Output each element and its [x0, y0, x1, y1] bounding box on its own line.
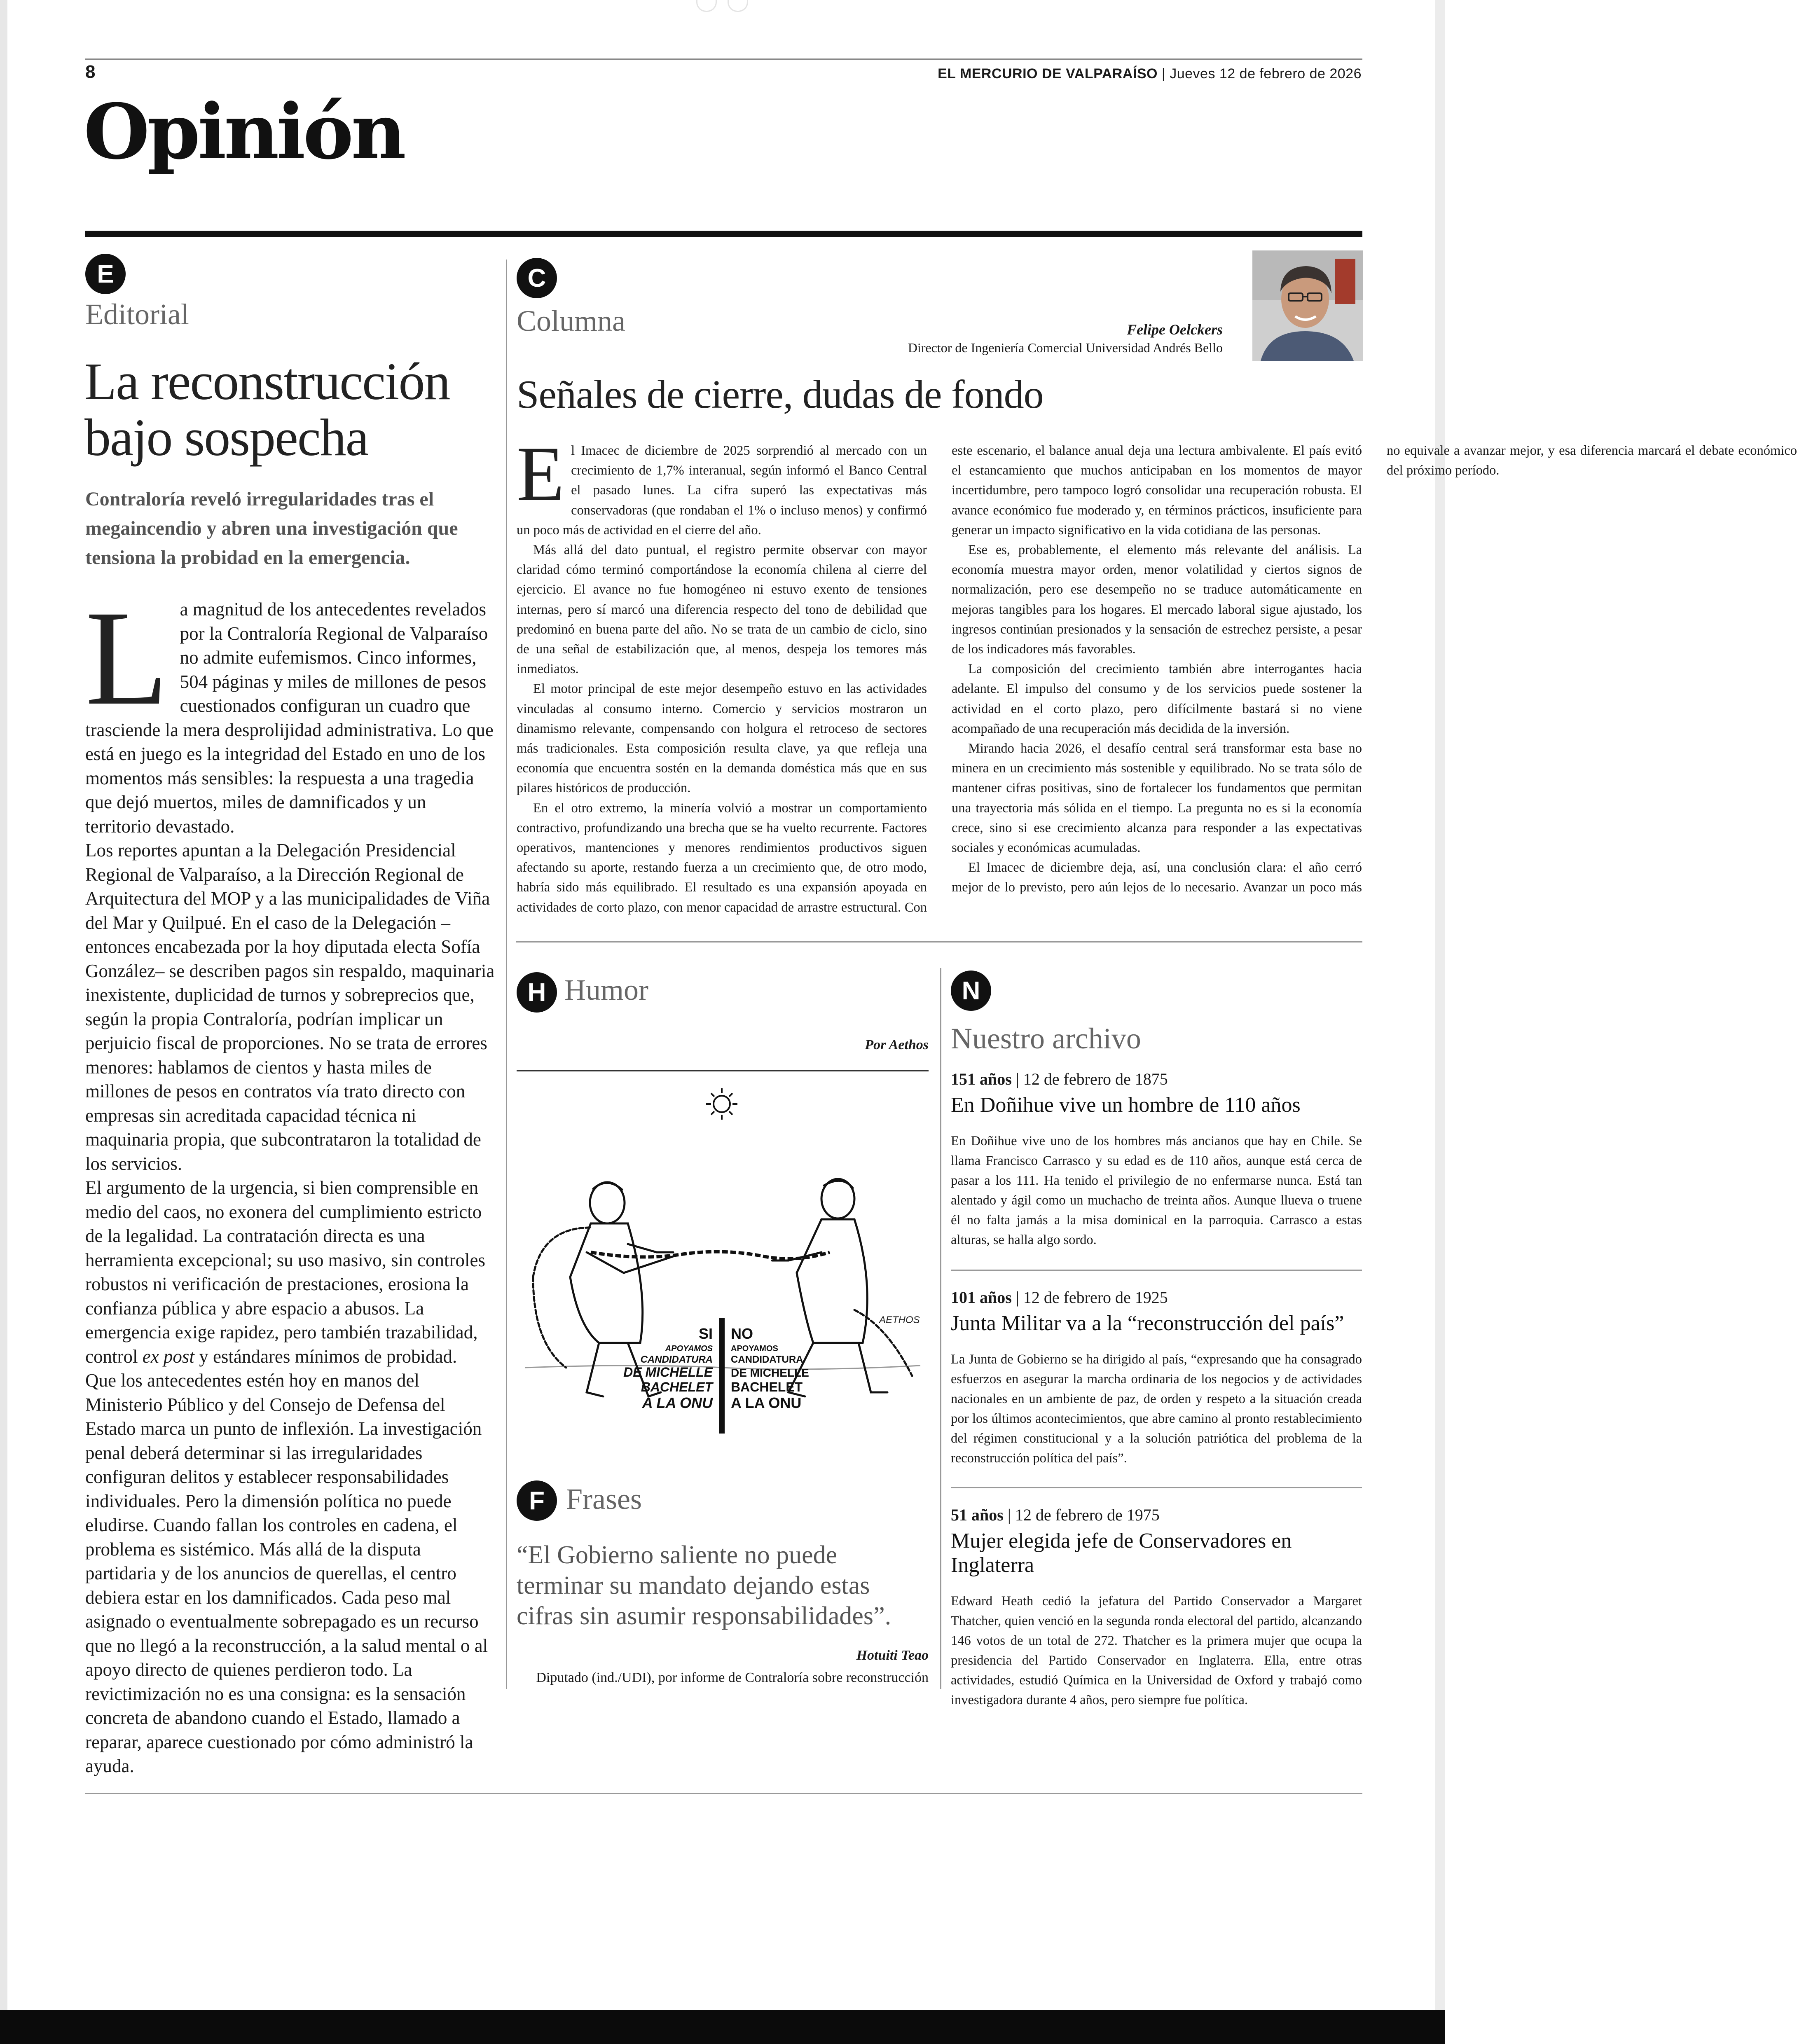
archivo-item-headline: En Doñihue vive un hombre de 110 años [951, 1093, 1301, 1117]
svg-text:APOYAMOS: APOYAMOS [665, 1344, 713, 1353]
svg-text:CANDIDATURA: CANDIDATURA [731, 1354, 803, 1365]
archivo-item-body: Edward Heath cedió la jefatura del Partido Conservador a Margaret Thatcher, quien venció en la segunda ronda electoral del partido, alcanzando 146 votos de un total de 272. Thatcher es la primera mujer que ocupa la presidencia del Partido Conservador en Inglaterra. Ella, entre otras actividades, estudió Química en la Universidad de Oxford y trabajó como investigadora durante 4 años, pero siempre fue política. [951, 1594, 1362, 1707]
editorial-headline-line1: La reconstrucción [84, 352, 450, 411]
svg-text:NO: NO [731, 1325, 753, 1342]
author-portrait-icon [1252, 250, 1363, 361]
svg-text:A LA ONU: A LA ONU [731, 1394, 802, 1411]
column-body [517, 431, 1797, 935]
column-paragraph-2: Más allá del dato puntual, el registro permite observar con mayor claridad cómo terminó comportándose la economía chilena al cierre del ejercicio. El avance no fue homogéneo ni estuvo exento de tensiones internas, pero sí marcó una diferencia respecto del tono de debilidad que predominó en buena parte del año. No se trata de un cambio de ciclo, sino de una señal de estabilización que, al menos, despeja los temores más inmediatos. [517, 543, 927, 677]
archivo-item-date: | 12 de febrero de 1875 [1015, 1070, 1168, 1088]
editorial-paragraph-2: Los reportes apuntan a la Delegación Presidencial Regional de Valparaíso, a la Dirección Regional de Arquitectura del MOP y a las municipalidades de Viña del Mar y Quilpué. En el caso de la Delegación –entonces encabezada por la hoy diputada electa Sofía González– se describen pagos sin respaldo, maquinaria inexistente, duplicidad de turnos y sobreprecios que, según la propia Contraloría, podrían implicar un perjuicio fiscal de proporciones. No se trata de errores menores: hablamos de cientos y hasta miles de millones de pesos en contratos vía trato directo con empresas sin acreditada capacidad técnica ni maquinaria propia, que subcontrataron la totalidad de los servicios. [85, 840, 495, 1174]
svg-text:BACHELET: BACHELET [731, 1380, 803, 1394]
divider-archive [940, 968, 941, 1689]
svg-text:A LA ONU: A LA ONU [642, 1394, 713, 1411]
author-photo [1252, 250, 1363, 361]
column-kicker: Columna [517, 304, 625, 337]
editorial-kicker: Editorial [85, 298, 189, 331]
humor-rule [517, 1070, 929, 1071]
column-dropcap: E [517, 431, 565, 517]
archivo-item-body: En Doñihue vive uno de los hombres más ancianos que hay en Chile. Se llama Francisco Carrasco y su edad es de 110 años, aunque está cerca de pasar a los 111. Ha tenido el privilegio de no enfermarse nunca. Está tan alentado y ágil como un muchacho de treinta años. Aunque llueva o truene él no falta jamás a la misa dominical en la parroquia. Carrasco a estas alturas, se halla algo sordo. [951, 1134, 1362, 1247]
masthead: EL MERCURIO DE VALPARAÍSO | Jueves 12 de febrero de 2026 [938, 66, 1362, 82]
archivo-item-3 [951, 1505, 1362, 1710]
column-paragraph-8: El Imacec de diciembre deja, así, una conclusión clara: el año cerró mejor de lo previsto, pero aún lejos de lo necesario. Avanzar un poco más no equivale a avanzar mejor, y esa diferencia marcará el debate económico del próximo período. [952, 443, 1797, 895]
archivo-item-years: 101 años [951, 1288, 1012, 1307]
column-author-title: Director de Ingeniería Comercial Universidad Andrés Bello [908, 340, 1223, 355]
archivo-item-date: | 12 de febrero de 1925 [1015, 1288, 1168, 1307]
column-author [908, 320, 1223, 357]
archivo-item-1 [951, 1069, 1362, 1250]
column-paragraph-6: La composición del crecimiento también abre interrogantes hacia adelante. El impulso del consumo y de los servicios puede sostener la actividad en el corto plazo, pero difícilmente bastará si no viene acompañado de una recuperación más decidida de la inversión. [952, 662, 1362, 736]
archivo-divider-2 [951, 1487, 1362, 1488]
column-paragraph-4: En el otro extremo, la minería volvió a mostrar un comportamiento contractivo, profundizando una brecha que se ha vuelto recurrente. Factores operativos, mantenciones y menores rendimientos productivos siguen afectando su aporte, restando fuerza a un crecimiento que, de otro modo, habría sido más equilibrado. El resultado es una expansión apoyada en actividades de corto plazo, con menor capacidad de arrastre estructural. Con este escenario, el balance anual deja una lectura ambivalente. El país evitó el estancamiento que muchos anticipaban en los momentos de mayor incertidumbre, pero tampoco logró consolidar una recuperación robusta. El avance económico fue moderado y, en términos prácticos, insuficiente para generar un impacto significativo en la vida cotidiana de las personas. [517, 443, 1362, 915]
archivo-item-body: La Junta de Gobierno se ha dirigido al país, “expresando que ha consagrado esfuerzos en asegurar la marcha ordinaria de los negocios y de actividades nacionales en un ambiente de paz, de orden y respeto a la situación creada por los últimos acontecimientos, que abre camino al pronto restablecimiento del régimen constitucional y a la solución patriótica del problema de la reconstrucción política del país”. [951, 1352, 1362, 1466]
svg-text:APOYAMOS: APOYAMOS [731, 1344, 778, 1353]
humor-kicker: Humor [564, 973, 648, 1006]
prev-page-icon[interactable] [696, 0, 717, 12]
archivo-badge: N [951, 971, 991, 1011]
archivo-item-years: 51 años [951, 1506, 1004, 1524]
frases-author-detail: Diputado (ind./UDI), por informe de Contraloría sobre reconstrucción [536, 1670, 929, 1685]
svg-text:DE MICHELLE: DE MICHELLE [731, 1366, 809, 1379]
column-headline: Señales de cierre, dudas de fondo [517, 372, 1044, 417]
divider-editorial [506, 260, 507, 1689]
editorial-paragraph-3: El argumento de la urgencia, si bien comprensible en medio del caos, no exonera del cumplimiento estricto de la legalidad. La contratación directa es una herramienta excepcional; su uso masivo, sin controles robustos ni verificación de prestaciones, erosiona la confianza pública y abre espacio a abusos. La emergencia exige rapidez, pero también trazabilidad, control ex post y estándares mínimos de probidad. [85, 1177, 485, 1367]
section-title: Opinión [84, 87, 404, 176]
bottom-bar [0, 2010, 1445, 2044]
page-edge-right [1435, 0, 1445, 2044]
section-rule [85, 231, 1362, 237]
column-badge: C [517, 258, 557, 298]
column-author-name: Felipe Oelckers [1127, 321, 1223, 338]
svg-text:DE MICHELLE: DE MICHELLE [623, 1365, 713, 1380]
editorial-dropcap: L [85, 583, 168, 733]
archivo-item-years: 151 años [951, 1070, 1012, 1088]
sun-icon [706, 1088, 737, 1120]
masthead-date: Jueves 12 de febrero de 2026 [1170, 66, 1362, 82]
cartoon-signature: AETHOS [879, 1314, 920, 1326]
editorial-headline [84, 353, 449, 465]
sign-right [731, 1325, 809, 1411]
archivo-item-2 [951, 1288, 1362, 1468]
archivo-item-date: | 12 de febrero de 1975 [1007, 1506, 1160, 1524]
humor-badge: H [517, 972, 557, 1013]
masthead-name: EL MERCURIO DE VALPARAÍSO [938, 66, 1158, 82]
archivo-item-headline: Junta Militar va a la “reconstrucción del país” [951, 1312, 1344, 1335]
page-bottom-rule [85, 1793, 1362, 1794]
editorial-paragraph-1: La magnitud de los antecedentes revelados por la Contraloría Regional de Valparaíso no admite eufemismos. Cinco informes, 504 páginas y miles de millones de pesos cuestionados configuran un cuadro que trasciende la mera desprolijidad administrativa. Lo que está en juego es la integridad del Estado en uno de los momentos más sensibles: la respuesta a una tragedia que dejó muertos, miles de damnificados y un territorio devastado. [85, 583, 494, 837]
column-paragraph-1: El Imacec de diciembre de 2025 sorprendió al mercado con un crecimiento de 1,7% interanual, según informó el Banco Central el pasado lunes. La cifra superó las expectativas más conservadoras (que rondaban el 1% o incluso menos) y confirmó un poco más de actividad en el cierre del año. [517, 431, 927, 538]
column-paragraph-3: El motor principal de este mejor desempeño estuvo en las actividades vinculadas al consumo interno. Comercio y servicios mostraron un dinamismo relevante, compensando con holgura el retroceso de sectores más tradicionales. Esta composición resulta clave, ya que refleja una economía que encuentra sostén en la demanda doméstica más que en sus pilares históricos de producción. [517, 681, 927, 796]
tug-of-war-cartoon [517, 1079, 929, 1450]
frases-badge: F [517, 1480, 557, 1521]
editorial-paragraph-4: Que los antecedentes estén hoy en manos del Ministerio Público y del Consejo de Defensa del Estado marca un punto de inflexión. La investigación penal deberá determinar si las irregularidades configuran delitos y establecer responsabilidades individuales. Pero la dimensión política no puede eludirse. Cuando fallan los controles en cadena, el problema es sistémico. Más allá de la disputa partidaria y de los anuncios de querellas, el centro debiera estar en los damnificados. Cada peso mal asignado o eventualmente sobrepagado es un recurso que no llegó a la reconstrucción, a la salud mental o al apoyo directo de quienes perdieron todo. La revictimización no es una consigna: es la sensación concreta de abandono cuando el Estado, llamado a reparar, aparece cuestionado por cómo administró la ayuda. [85, 1370, 488, 1776]
svg-text:CANDIDATURA: CANDIDATURA [640, 1354, 713, 1365]
svg-text:SI: SI [698, 1325, 713, 1342]
page-edge-left [0, 0, 7, 2044]
archivo-divider-1 [951, 1270, 1362, 1271]
column-paragraph-5: Ese es, probablemente, el elemento más relevante del análisis. La economía muestra mayor orden, menor volatilidad y ciertos signos de normalización, pero ese desempeño no se traduce automáticamente en mejoras tangibles para los hogares. El mercado laboral sigue ajustado, los ingresos continúan presionados y la sensación de estrechez persiste, a pesar de los indicadores más favorables. [952, 543, 1362, 657]
top-rule [85, 58, 1362, 60]
humor-cartoon [517, 1079, 929, 1450]
editorial-badge: E [85, 254, 126, 294]
page-number: 8 [85, 62, 96, 82]
frases-author: Hotuiti Teao [856, 1648, 929, 1663]
page-nav-dots[interactable] [696, 0, 750, 12]
svg-text:BACHELET: BACHELET [641, 1380, 713, 1394]
frases-quote: “El Gobierno saliente no puede terminar su mandato dejando estas cifras sin asumir responsabilidades”. [517, 1541, 891, 1630]
archivo-item-headline: Mujer elegida jefe de Conservadores en Inglaterra [951, 1529, 1292, 1577]
editorial-headline-line2: bajo sospecha [84, 408, 368, 467]
frases-kicker: Frases [566, 1483, 642, 1515]
archivo-kicker: Nuestro archivo [951, 1022, 1141, 1055]
column-paragraph-7: Mirando hacia 2026, el desafío central será transformar esta base no minera en un crecimiento más sostenible y equilibrado. No se trata sólo de mantener cifras positivas, sino de fortalecer los fundamentos que permitan una trayectoria más sólida en el tiempo. La pregunta no es si la economía crece, sino si ese crecimiento alcanza para responder a las expectativas sociales y económicas acumuladas. [952, 741, 1362, 856]
next-page-icon[interactable] [728, 0, 748, 12]
divider-column-bottom [516, 941, 1362, 942]
humor-byline: Por Aethos [865, 1037, 929, 1052]
editorial-body [85, 583, 495, 1776]
editorial-deck: Contraloría reveló irregularidades tras el megaincendio y abren una investigación que tensiona la probidad en la emergencia. [85, 488, 458, 568]
